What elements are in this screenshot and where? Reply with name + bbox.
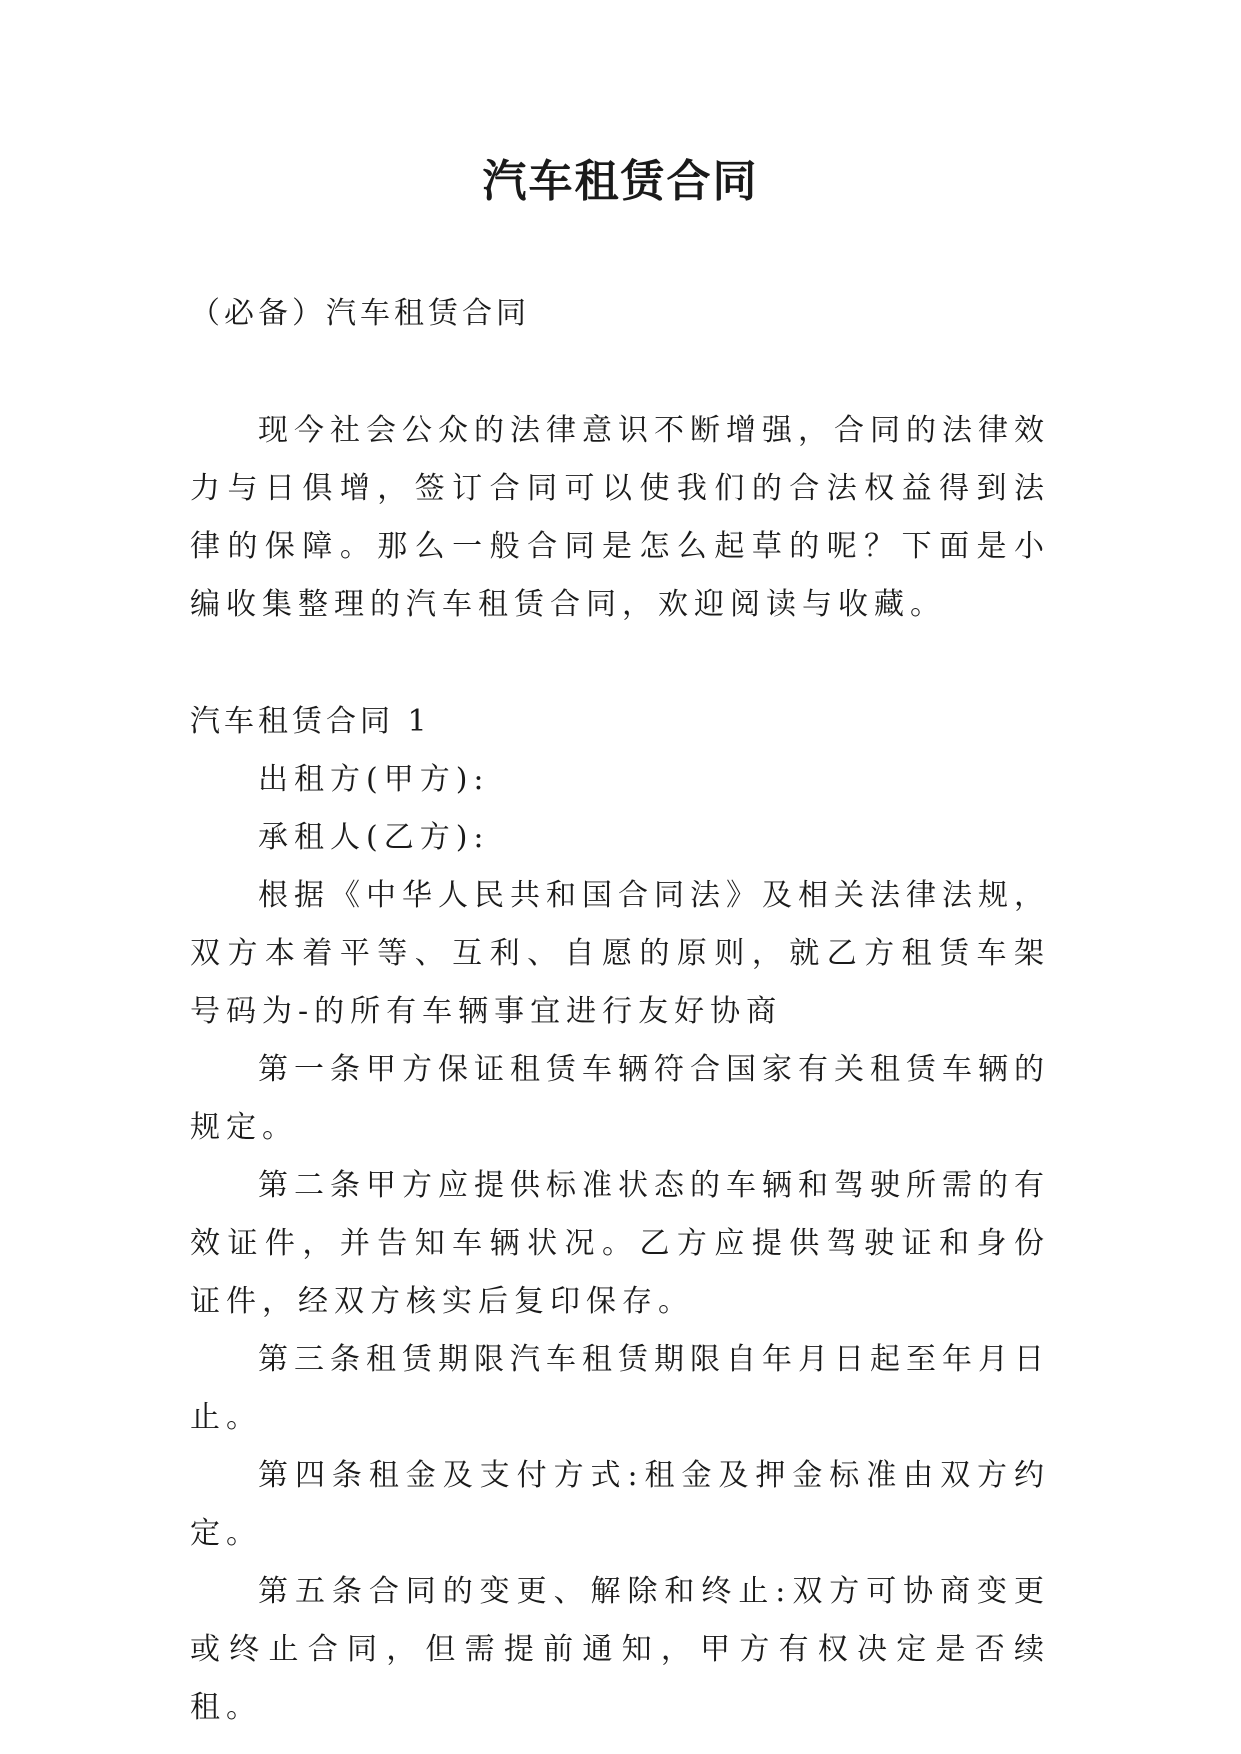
contract-body [190, 693, 1050, 1737]
article-4-paragraph: 第四条租金及支付方式:租金及押金标准由双方约定。 [190, 1458, 1050, 1551]
section-heading: 汽车租赁合同 1 [190, 704, 431, 739]
lessee-line: 承租人(乙方): [258, 820, 490, 855]
article-2-paragraph: 第二条甲方应提供标准状态的车辆和驾驶所需的有效证件，并告知车辆状况。乙方应提供驾驶证和身份证件，经双方核实后复印保存。 [190, 1168, 1050, 1319]
intro-section [190, 402, 1050, 634]
article-3-paragraph: 第三条租赁期限汽车租赁期限自年月日起至年月日止。 [190, 1342, 1050, 1435]
article-1-paragraph: 第一条甲方保证租赁车辆符合国家有关租赁车辆的规定。 [190, 1052, 1050, 1145]
lessor-line: 出租方(甲方): [258, 762, 490, 797]
preamble-paragraph: 根据《中华人民共和国合同法》及相关法律法规，双方本着平等、互利、自愿的原则，就乙方租赁车架号码为-的所有车辆事宜进行友好协商 [190, 878, 1050, 1029]
article-5-paragraph: 第五条合同的变更、解除和终止:双方可协商变更或终止合同，但需提前通知，甲方有权决定是否续租。 [190, 1574, 1050, 1725]
document-title: 汽车租赁合同 [482, 156, 759, 207]
intro-paragraph: 现今社会公众的法律意识不断增强，合同的法律效力与日俱增，签订合同可以使我们的合法权益得到法律的保障。那么一般合同是怎么起草的呢？下面是小编收集整理的汽车租赁合同，欢迎阅读与收藏。 [190, 413, 1050, 622]
document-subtitle: （必备）汽车租赁合同 [190, 296, 530, 331]
